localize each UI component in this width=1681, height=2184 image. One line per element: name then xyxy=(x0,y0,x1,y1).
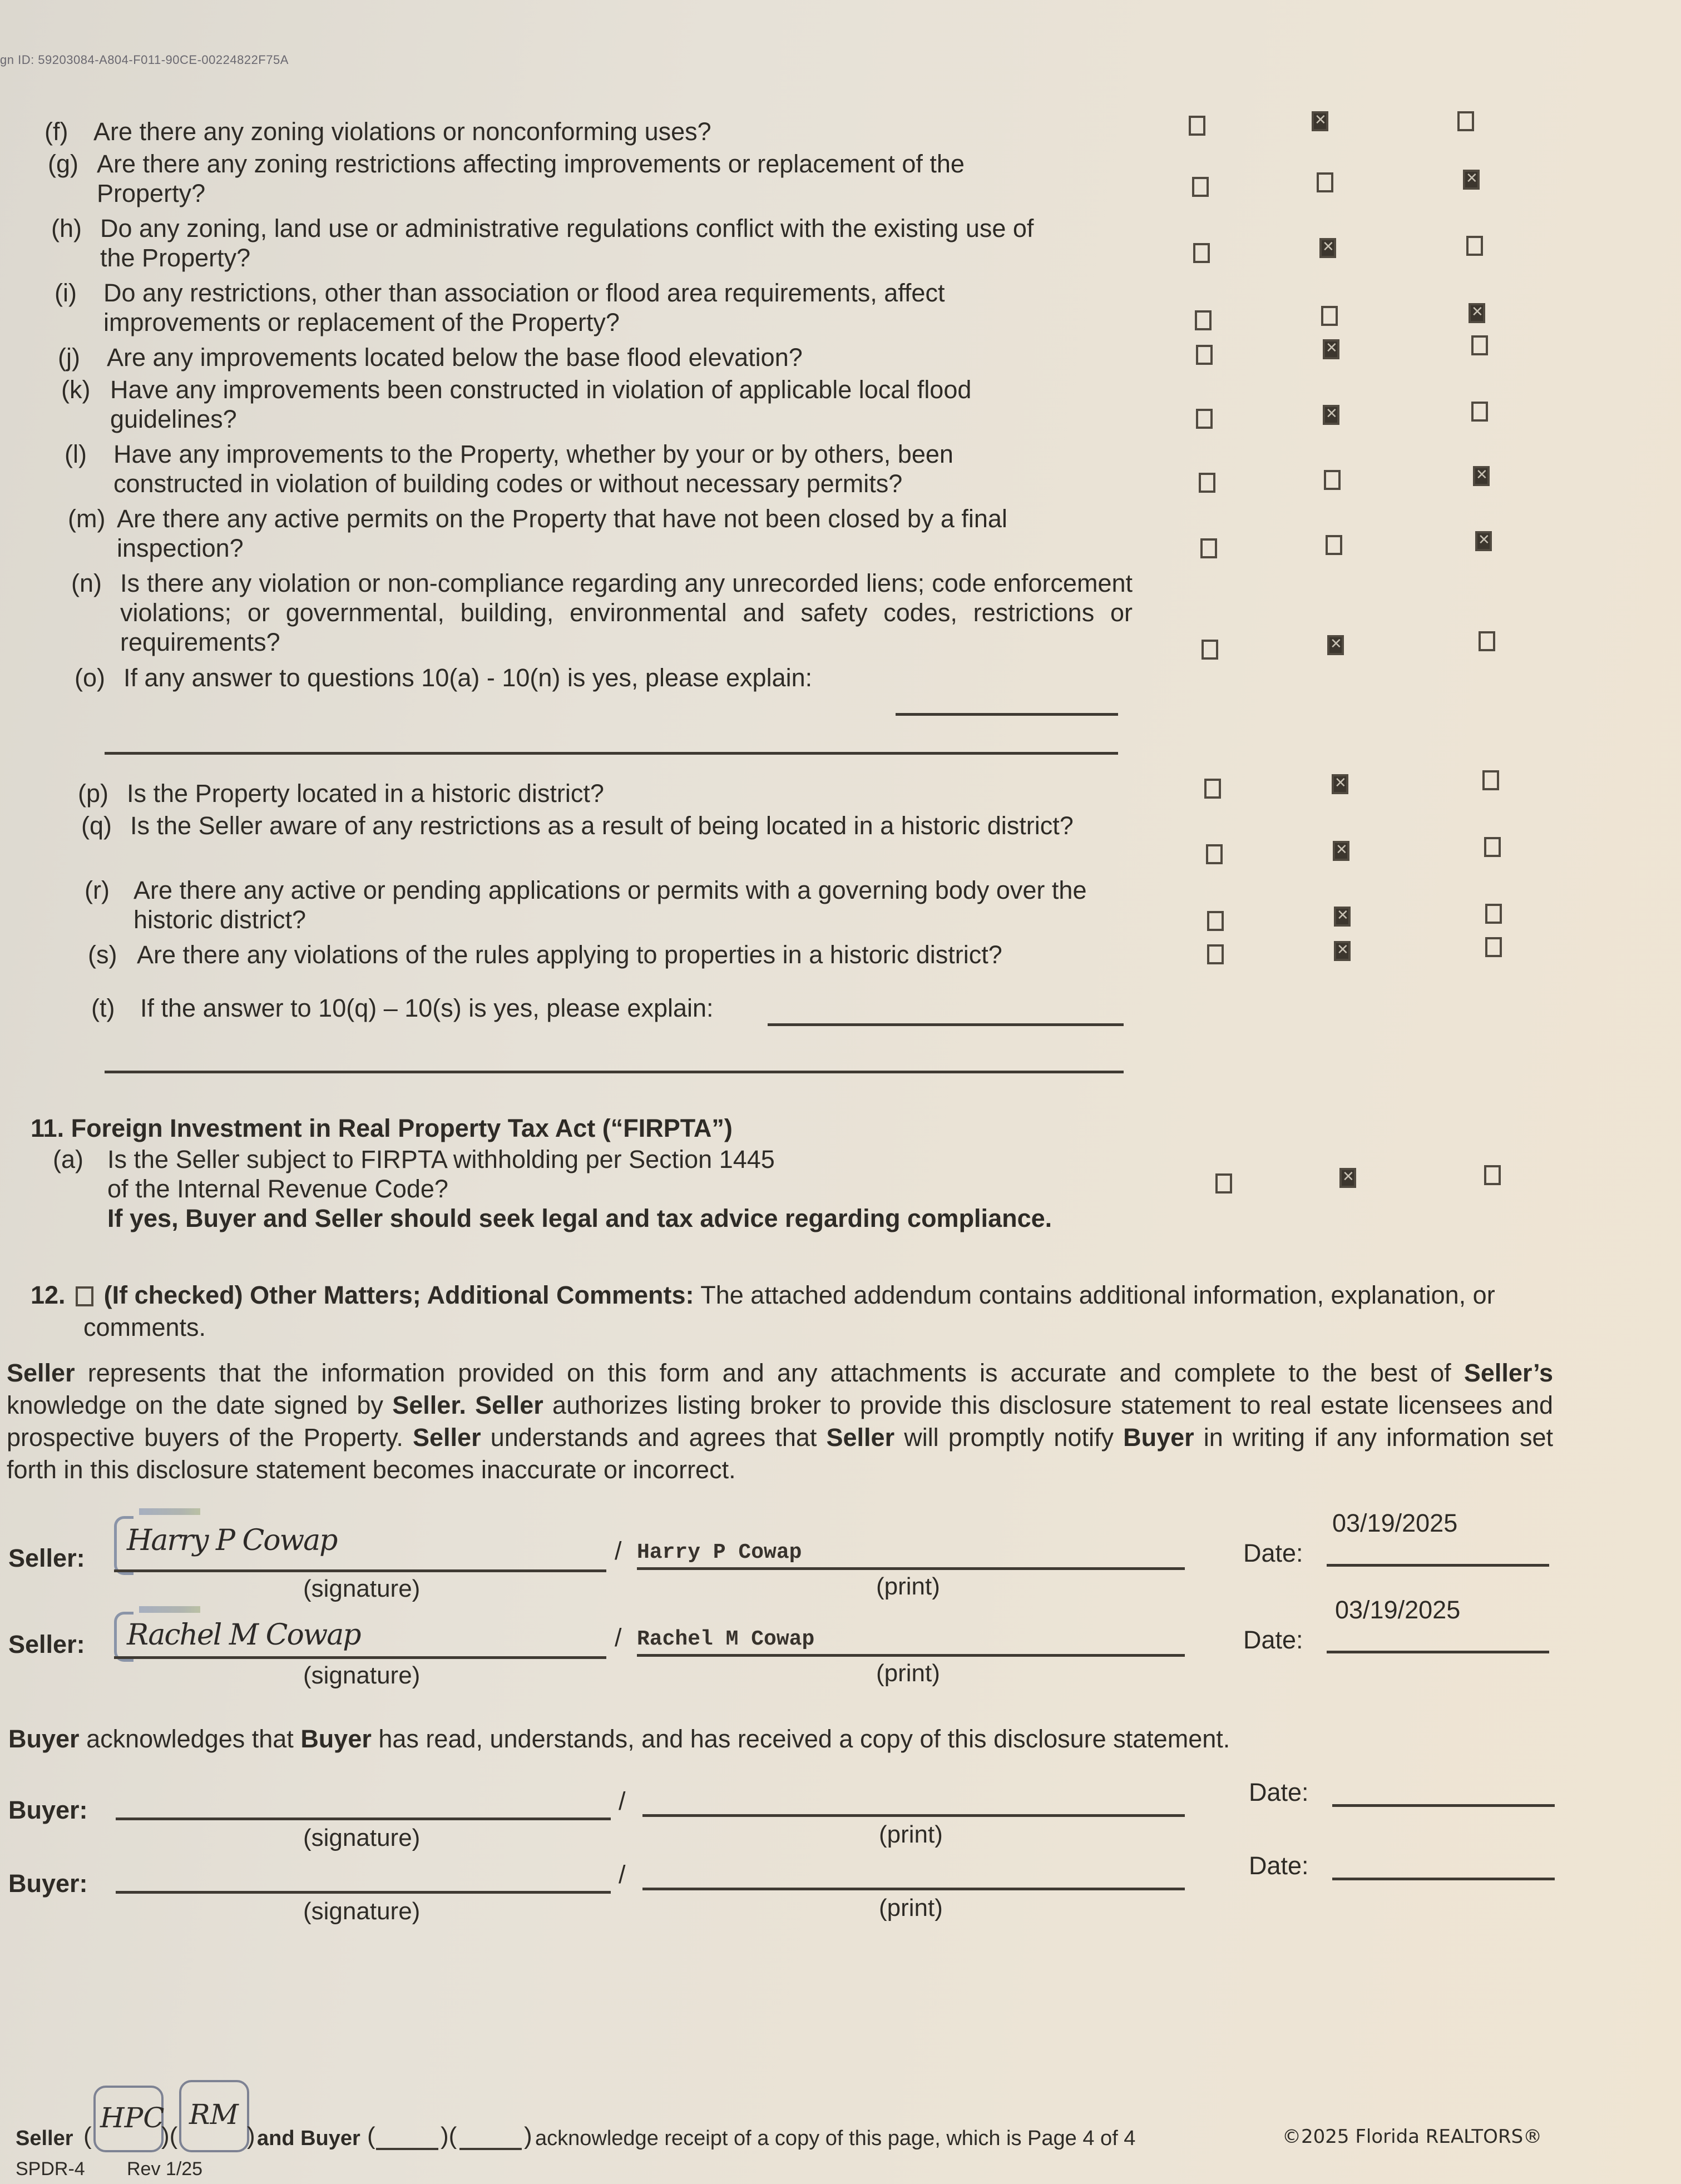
txt: authorizes listing broker to provide this disclosure statement to real estate licensees and prospective buyers of the Property. xyxy=(7,1391,1553,1452)
checkbox-no-j[interactable] xyxy=(1323,339,1339,359)
section-12-title: (If checked) Other Matters; Additional Comments: xyxy=(103,1281,694,1309)
seller-signature-line[interactable] xyxy=(114,1569,606,1572)
verified-tag xyxy=(139,1508,200,1515)
question-text: Is the Seller aware of any restrictions as a result of being located in a historic district? xyxy=(130,811,1074,840)
checkbox-yes-i[interactable] xyxy=(1195,310,1212,330)
checkbox-unknown-k[interactable] xyxy=(1471,402,1488,422)
slash: / xyxy=(615,1537,622,1565)
checkbox-unknown-p[interactable] xyxy=(1482,770,1499,790)
signature-caption: (signature) xyxy=(303,1824,421,1851)
checkbox-no-m[interactable] xyxy=(1326,535,1342,555)
checkbox-unknown-f[interactable] xyxy=(1457,111,1474,131)
kw: Buyer xyxy=(300,1725,372,1753)
date-line[interactable] xyxy=(1327,1564,1549,1567)
paren: ) xyxy=(524,2122,532,2150)
footer-seller-label: Seller xyxy=(16,2127,73,2150)
checkbox-unknown-g[interactable] xyxy=(1463,170,1480,190)
question-text: Is there any violation or non-compliance regarding any unrecorded liens; code enforcement violations; or governmental, building, environmental and safety codes, restrictions or requirements? xyxy=(120,569,1133,656)
question-text: Are any improvements located below the base flood elevation? xyxy=(107,343,803,372)
checkbox-no-s[interactable] xyxy=(1334,941,1351,961)
seller-print-name[interactable]: Rachel M Cowap xyxy=(637,1627,815,1651)
explain-line-t-2[interactable] xyxy=(105,1071,1124,1073)
section-12 xyxy=(31,1279,1552,1344)
form-revision: Rev 1/25 xyxy=(127,2158,203,2180)
buyer-signature-line[interactable] xyxy=(116,1817,611,1820)
buyer-label: Buyer: xyxy=(8,1796,88,1824)
buyer-print-line[interactable] xyxy=(642,1814,1185,1817)
buyer-date-line[interactable] xyxy=(1332,1804,1555,1807)
question-text: Are there any zoning restrictions affecting improvements or replacement of the Property? xyxy=(97,150,965,207)
question-label: (p) xyxy=(78,779,108,808)
buyer-print-line[interactable] xyxy=(642,1888,1185,1890)
question-label: (i) xyxy=(55,279,77,307)
checkbox-unknown-l[interactable] xyxy=(1473,466,1490,486)
question-label: (n) xyxy=(71,569,102,597)
txt: knowledge on the date signed by xyxy=(7,1391,393,1419)
kw: Buyer xyxy=(8,1725,80,1753)
kw: Seller. xyxy=(392,1391,466,1419)
seller-print-line[interactable] xyxy=(637,1654,1185,1657)
checkbox-no-l[interactable] xyxy=(1324,470,1341,490)
checkbox-no-h[interactable] xyxy=(1319,238,1336,258)
checkbox-no-k[interactable] xyxy=(1323,405,1339,425)
txt: will promptly notify xyxy=(894,1423,1124,1452)
slash: / xyxy=(619,1860,626,1889)
date-line[interactable] xyxy=(1327,1651,1549,1653)
question-text: Do any zoning, land use or administrative regulations conflict with the existing use of the Property? xyxy=(100,214,1034,272)
seller-label: Seller: xyxy=(8,1544,85,1572)
checkbox-unknown-i[interactable] xyxy=(1469,303,1485,323)
question-text-line1: Is the Seller subject to FIRPTA withholding per Section 1445 xyxy=(107,1145,775,1173)
paren: ( xyxy=(367,2122,375,2150)
print-caption: (print) xyxy=(876,1660,940,1687)
form-code: SPDR-4 xyxy=(16,2158,85,2180)
question-label: (q) xyxy=(81,811,112,840)
buyer-signature-line[interactable] xyxy=(116,1891,611,1894)
question-text: If any answer to questions 10(a) - 10(n) is yes, please explain: xyxy=(123,663,813,692)
checkbox-unknown-s[interactable] xyxy=(1485,937,1502,957)
section-11-title: 11. Foreign Investment in Real Property Tax Act (“FIRPTA”) xyxy=(31,1114,733,1142)
date-label: Date: xyxy=(1243,1539,1303,1567)
checkbox-yes-l[interactable] xyxy=(1199,473,1215,493)
paren: ( xyxy=(83,2122,92,2150)
slash: / xyxy=(615,1623,622,1652)
checkbox-no-q[interactable] xyxy=(1333,841,1349,861)
firpta-checkbox-yes[interactable] xyxy=(1215,1173,1232,1193)
question-label: (a) xyxy=(53,1145,83,1173)
explain-line-o-1[interactable] xyxy=(896,713,1118,716)
seller-signature[interactable]: Harry P Cowap xyxy=(127,1524,337,1557)
question-label: (j) xyxy=(58,343,80,372)
signature-caption: (signature) xyxy=(303,1662,421,1689)
paren: ) xyxy=(247,2122,255,2150)
checkbox-no-n[interactable] xyxy=(1327,635,1344,655)
firpta-checkbox-no[interactable] xyxy=(1339,1168,1356,1188)
checkbox-unknown-m[interactable] xyxy=(1475,531,1492,551)
envelope-id: gn ID: 59203084-A804-F011-90CE-00224822F75A xyxy=(0,53,289,67)
print-caption: (print) xyxy=(879,1894,943,1921)
seller-statement xyxy=(7,1357,1553,1486)
checkbox-unknown-h[interactable] xyxy=(1466,236,1483,256)
question-label: (r) xyxy=(85,876,110,904)
firpta-note: If yes, Buyer and Seller should seek legal and tax advice regarding compliance. xyxy=(107,1204,1052,1232)
seller-date[interactable]: 03/19/2025 xyxy=(1335,1596,1461,1624)
date-label: Date: xyxy=(1249,1778,1309,1806)
checkbox-unknown-r[interactable] xyxy=(1485,904,1502,924)
signature-caption: (signature) xyxy=(303,1575,421,1602)
question-text: If the answer to 10(q) – 10(s) is yes, please explain: xyxy=(140,994,714,1022)
checkbox-yes-m[interactable] xyxy=(1200,538,1217,558)
kw: Seller xyxy=(826,1423,895,1452)
checkbox-unknown-q[interactable] xyxy=(1484,837,1501,857)
question-text: Are there any active permits on the Property that have not been closed by a final inspection? xyxy=(117,504,1007,562)
buyer-initial-line-1[interactable] xyxy=(376,2148,438,2150)
footer-ack-text: acknowledge receipt of a copy of this page, which is Page 4 of 4 xyxy=(535,2127,1136,2150)
question-label: (t) xyxy=(91,994,115,1022)
verified-tag xyxy=(139,1606,200,1613)
checkbox-yes-s[interactable] xyxy=(1207,944,1224,964)
section-12-number: 12. xyxy=(31,1281,66,1309)
seller-date[interactable]: 03/19/2025 xyxy=(1332,1509,1458,1537)
buyer-initial-line-2[interactable] xyxy=(459,2148,522,2150)
checkbox-yes-j[interactable] xyxy=(1196,345,1213,365)
paren: )( xyxy=(441,2122,457,2150)
question-text: Are there any zoning violations or nonconforming uses? xyxy=(93,117,711,146)
buyer-date-line[interactable] xyxy=(1332,1878,1555,1880)
kw: Buyer xyxy=(1123,1423,1194,1452)
question-label: (h) xyxy=(51,214,82,242)
checkbox-no-p[interactable] xyxy=(1332,774,1348,794)
question-label: (l) xyxy=(65,440,87,468)
checkbox-no-f[interactable] xyxy=(1312,111,1328,131)
txt: has read, understands, and has received a copy of this disclosure statement. xyxy=(371,1725,1230,1753)
question-label: (m) xyxy=(68,504,106,533)
section-12-text: The attached addendum contains additional information, explanation, or comments. xyxy=(83,1281,1495,1341)
checkbox-yes-g[interactable] xyxy=(1192,177,1209,197)
question-text: Are there any violations of the rules applying to properties in a historic district? xyxy=(137,940,1002,969)
question-text: Do any restrictions, other than association or flood area requirements, affect improvements or replacement of the Property? xyxy=(103,279,945,336)
checkbox-unknown-j[interactable] xyxy=(1471,335,1488,355)
explain-line-o-2[interactable] xyxy=(105,752,1118,755)
question-label: (o) xyxy=(75,663,105,692)
question-text: Have any improvements been constructed in violation of applicable local flood guidelines? xyxy=(110,375,972,433)
checkbox-no-r[interactable] xyxy=(1334,907,1351,927)
txt: in writing if any information set forth in this disclosure statement becomes inaccurate or incorrect. xyxy=(7,1423,1553,1484)
footer-buyer-label: and Buyer xyxy=(257,2127,360,2150)
txt: understands and agrees that xyxy=(481,1423,827,1452)
kw: Seller xyxy=(475,1391,543,1419)
question-text: Have any improvements to the Property, whether by your or by others, been constructed in violation of building codes or without necessary permits? xyxy=(113,440,953,498)
question-label: (f) xyxy=(45,117,68,146)
explain-line-t-1[interactable] xyxy=(768,1023,1124,1026)
seller-signature-line[interactable] xyxy=(114,1656,606,1659)
checkbox-yes-r[interactable] xyxy=(1207,911,1224,931)
checkbox-yes-k[interactable] xyxy=(1196,409,1213,429)
print-caption: (print) xyxy=(876,1573,940,1600)
question-text: Are there any active or pending applications or permits with a governing body over the historic district? xyxy=(134,876,1087,934)
question-text: Is the Property located in a historic district? xyxy=(127,779,604,808)
slash: / xyxy=(619,1787,626,1815)
copyright: ©2025 Florida REALTORS® xyxy=(1282,2126,1542,2148)
checkbox-unknown-n[interactable] xyxy=(1479,631,1495,651)
date-label: Date: xyxy=(1249,1851,1309,1880)
question-label: (k) xyxy=(61,375,91,404)
checkbox-no-i[interactable] xyxy=(1321,306,1338,326)
txt xyxy=(466,1391,475,1419)
date-label: Date: xyxy=(1243,1626,1303,1654)
txt: acknowledges that xyxy=(79,1725,301,1753)
kw: Seller xyxy=(413,1423,481,1452)
paren: )( xyxy=(161,2122,178,2150)
txt: represents that the information provided on this form and any attachments is accurate and complete to the best of xyxy=(75,1359,1464,1387)
kw: Seller xyxy=(7,1359,75,1387)
buyer-label: Buyer: xyxy=(8,1869,88,1898)
question-label: (s) xyxy=(88,940,117,969)
checkbox-no-g[interactable] xyxy=(1317,172,1333,192)
section-12-checkbox[interactable] xyxy=(76,1286,93,1306)
seller-initials-2: RM xyxy=(189,2098,239,2131)
checkbox-yes-q[interactable] xyxy=(1206,844,1223,864)
seller-print-line[interactable] xyxy=(637,1567,1185,1570)
seller-label: Seller: xyxy=(8,1630,85,1658)
kw: Seller’s xyxy=(1464,1359,1553,1387)
checkbox-yes-p[interactable] xyxy=(1204,779,1221,799)
print-caption: (print) xyxy=(879,1821,943,1848)
checkbox-yes-h[interactable] xyxy=(1193,243,1210,263)
checkbox-yes-n[interactable] xyxy=(1202,640,1218,660)
seller-print-name[interactable]: Harry P Cowap xyxy=(637,1541,802,1564)
question-text-line2: of the Internal Revenue Code? xyxy=(107,1175,448,1203)
firpta-checkbox-unknown[interactable] xyxy=(1484,1165,1501,1185)
question-label: (g) xyxy=(48,150,78,178)
checkbox-yes-f[interactable] xyxy=(1189,116,1205,136)
seller-signature[interactable]: Rachel M Cowap xyxy=(127,1618,360,1652)
seller-initials-1: HPC xyxy=(100,2102,165,2134)
buyer-statement xyxy=(8,1724,1230,1754)
signature-caption: (signature) xyxy=(303,1898,421,1925)
